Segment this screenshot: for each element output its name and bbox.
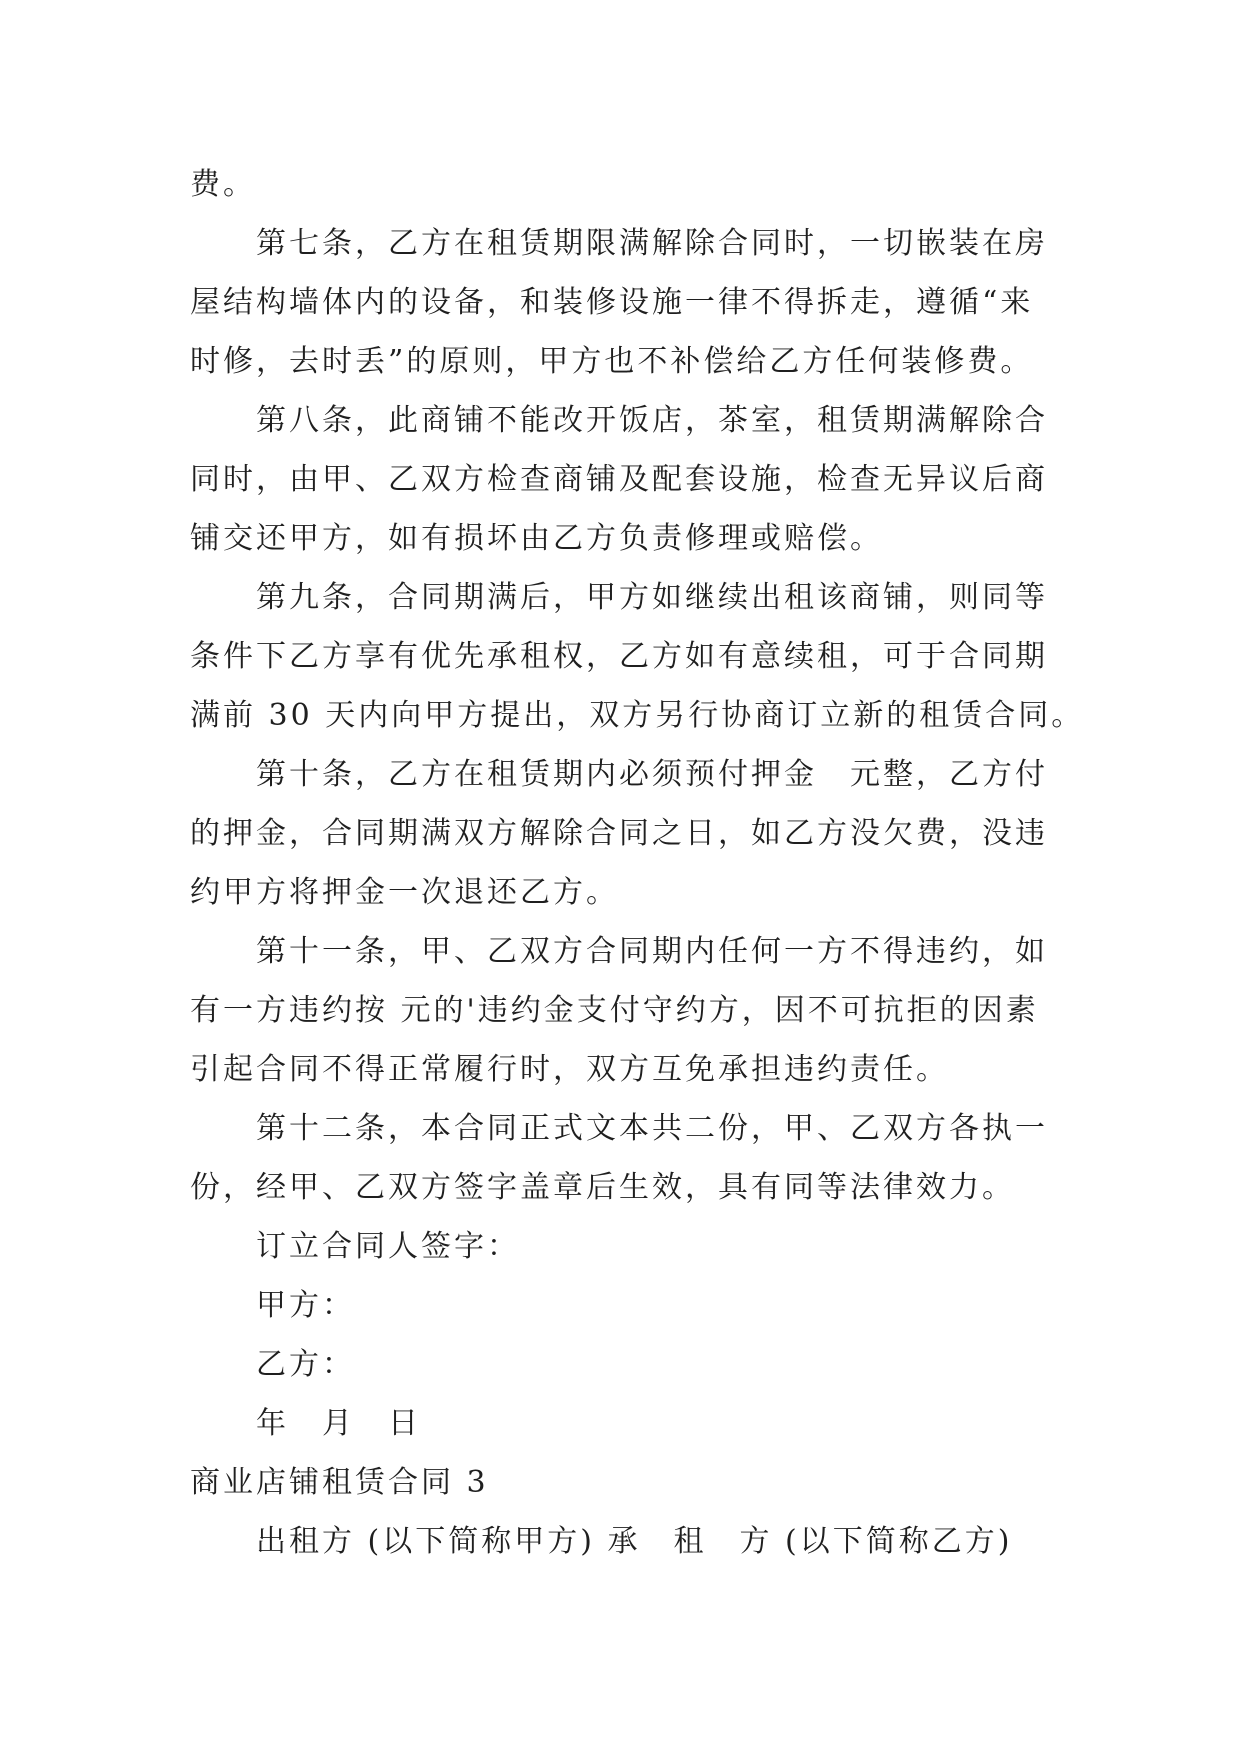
text-line-1: 费。 — [190, 167, 256, 202]
article-8-line-2: 同时，由甲、乙双方检查商铺及配套设施，检查无异议后商 — [190, 462, 1048, 497]
article-11-line-2: 有一方违约按 元的'违约金支付守约方，因不可抗拒的因素 — [190, 993, 1039, 1028]
party-b-signature: 乙方： — [256, 1347, 355, 1382]
party-a-signature: 甲方： — [256, 1288, 355, 1323]
article-10-line-1: 第十条，乙方在租赁期内必须预付押金 元整，乙方付 — [256, 757, 1048, 792]
article-7-line-1: 第七条，乙方在租赁期限满解除合同时，一切嵌装在房 — [256, 226, 1048, 261]
article-10-line-2: 的押金，合同期满双方解除合同之日，如乙方没欠费，没违 — [190, 816, 1048, 851]
article-8-line-1: 第八条，此商铺不能改开饭店，茶室，租赁期满解除合 — [256, 403, 1048, 438]
signature-date: 年 月 日 — [256, 1406, 421, 1441]
article-9-line-2: 条件下乙方享有优先承租权，乙方如有意续租，可于合同期 — [190, 639, 1048, 674]
article-10-line-3: 约甲方将押金一次退还乙方。 — [190, 875, 619, 910]
article-8-line-3: 铺交还甲方，如有损坏由乙方负责修理或赔偿。 — [190, 521, 883, 556]
signature-heading: 订立合同人签字： — [256, 1229, 520, 1264]
article-12-line-1: 第十二条，本合同正式文本共二份，甲、乙双方各执一 — [256, 1111, 1048, 1146]
article-7-line-2: 屋结构墙体内的设备，和装修设施一律不得拆走，遵循“来 — [190, 285, 1034, 320]
article-9-line-1: 第九条，合同期满后，甲方如继续出租该商铺，则同等 — [256, 580, 1048, 615]
contract-3-title: 商业店铺租赁合同 3 — [190, 1465, 489, 1500]
article-11-line-3: 引起合同不得正常履行时，双方互免承担违约责任。 — [190, 1052, 949, 1087]
article-12-line-2: 份，经甲、乙双方签字盖章后生效，具有同等法律效力。 — [190, 1170, 1015, 1205]
article-9-line-3: 满前 30 天内向甲方提出，双方另行协商订立新的租赁合同。 — [190, 698, 1085, 733]
contract-3-parties: 出租方 (以下简称甲方) 承 租 方 (以下简称乙方) — [256, 1524, 1013, 1559]
article-7-line-3: 时修，去时丢”的原则，甲方也不补偿给乙方任何装修费。 — [190, 344, 1034, 379]
article-11-line-1: 第十一条，甲、乙双方合同期内任何一方不得违约，如 — [256, 934, 1048, 969]
